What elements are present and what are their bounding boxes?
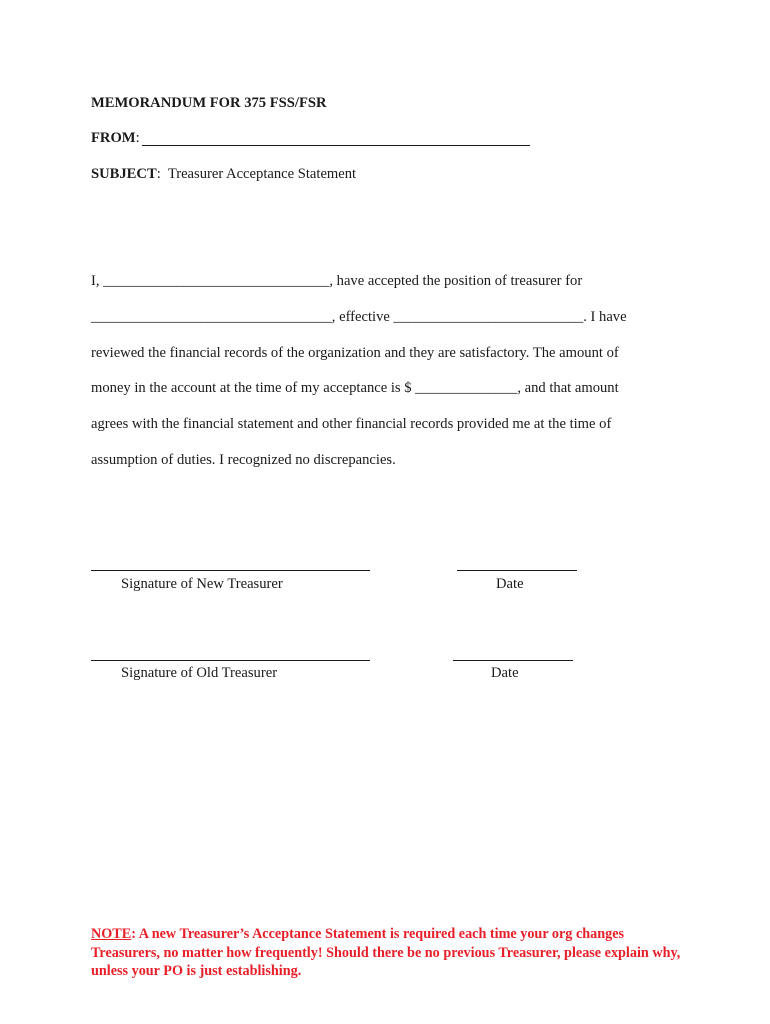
new-date-label: Date xyxy=(496,576,524,592)
body-line-5: agrees with the financial statement and other financial records provided me at the time of xyxy=(91,416,612,432)
note-label: NOTE xyxy=(91,926,132,942)
old-date-label: Date xyxy=(491,665,519,681)
body-line-3: reviewed the financial records of the organization and they are satisfactory. The amount of xyxy=(91,345,619,361)
body-line-6: assumption of duties. I recognized no discrepancies. xyxy=(91,452,396,468)
from-row xyxy=(91,129,140,147)
from-blank-line[interactable] xyxy=(142,145,530,146)
subject-text: Treasurer Acceptance Statement xyxy=(167,166,357,182)
body-line-1: I, _______________________________, have accepted the position of treasurer for xyxy=(91,273,583,289)
note-paragraph xyxy=(91,925,691,981)
old-treasurer-signature-line[interactable] xyxy=(91,660,370,661)
memo-heading: MEMORANDUM FOR 375 FSS/FSR xyxy=(91,95,327,111)
new-date-line[interactable] xyxy=(457,570,577,571)
subject-row xyxy=(91,165,356,183)
body-line-2: _________________________________, effective __________________________. I have xyxy=(91,309,627,325)
from-label: FROM xyxy=(91,130,136,146)
new-treasurer-signature-label: Signature of New Treasurer xyxy=(121,576,283,592)
old-date-line[interactable] xyxy=(453,660,573,661)
old-treasurer-signature-label: Signature of Old Treasurer xyxy=(121,665,278,681)
subject-label: SUBJECT xyxy=(91,166,157,182)
note-text: : A new Treasurer’s Acceptance Statement is required each time your org changes Treasurers, no matter how frequently! Should there be no previous Treasurer, please explain why, unless your PO is just establishing. xyxy=(91,926,681,979)
body-line-4: money in the account at the time of my acceptance is $ ______________, and that amount xyxy=(91,380,619,396)
from-colon: : xyxy=(135,130,140,146)
subject-colon: : xyxy=(156,166,161,182)
new-treasurer-signature-line[interactable] xyxy=(91,570,370,571)
